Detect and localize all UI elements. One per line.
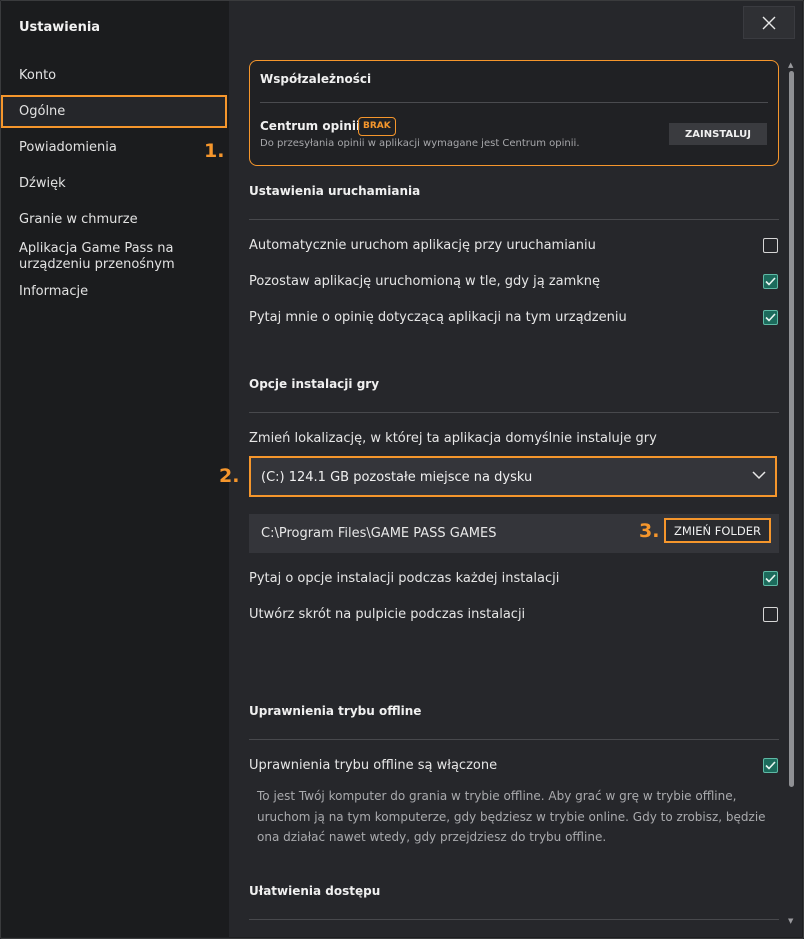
annotation-step-2: 2. xyxy=(219,465,240,487)
checkmark-icon xyxy=(765,574,776,583)
auto-start-checkbox[interactable] xyxy=(763,238,778,253)
scroll-down-arrow-icon[interactable]: ▼ xyxy=(788,917,794,925)
auto-start-label: Automatycznie uruchom aplikację przy uruchamianiu xyxy=(249,238,596,253)
ask-feedback-checkbox[interactable] xyxy=(763,310,778,325)
sidebar-item-ogolne[interactable]: Ogólne xyxy=(19,104,66,119)
sidebar-title: Ustawienia xyxy=(19,20,101,35)
dependencies-title: Współzależności xyxy=(260,72,372,86)
drive-selected-value: (C:) 124.1 GB pozostałe miejsce na dysku xyxy=(261,470,533,485)
dependency-description: Do przesyłania opinii w aplikacji wymagane jest Centrum opinii. xyxy=(260,138,580,149)
sidebar-item-konto[interactable]: Konto xyxy=(19,68,57,83)
offline-section-title: Uprawnienia trybu offline xyxy=(249,704,422,718)
desktop-shortcut-checkbox[interactable] xyxy=(763,607,778,622)
checkmark-icon xyxy=(765,277,776,286)
close-icon xyxy=(762,16,776,30)
checkmark-icon xyxy=(765,761,776,770)
startup-section-title: Ustawienia uruchamiania xyxy=(249,184,421,198)
offline-enabled-checkbox[interactable] xyxy=(763,758,778,773)
chevron-down-icon xyxy=(752,471,766,480)
accessibility-section-title: Ułatwienia dostępu xyxy=(249,884,381,898)
divider xyxy=(249,919,779,920)
sidebar-item-game-pass-mobile[interactable]: Aplikacja Game Pass na urządzeniu przenośnym xyxy=(19,241,175,272)
ask-feedback-label: Pytaj mnie o opinię dotyczącą aplikacji na tym urządzeniu xyxy=(249,310,627,325)
install-folder-path: C:\Program Files\GAME PASS GAMES xyxy=(261,526,497,541)
sidebar xyxy=(1,1,229,937)
sidebar-item-dzwiek[interactable]: Dźwięk xyxy=(19,176,66,191)
run-in-background-checkbox[interactable] xyxy=(763,274,778,289)
sidebar-item-granie-w-chmurze[interactable]: Granie w chmurze xyxy=(19,212,138,227)
run-in-background-label: Pozostaw aplikację uruchomioną w tle, gdy ją zamknę xyxy=(249,274,601,289)
ask-install-options-label: Pytaj o opcje instalacji podczas każdej instalacji xyxy=(249,571,560,586)
checkmark-icon xyxy=(765,313,776,322)
scroll-up-arrow-icon[interactable]: ▲ xyxy=(788,61,794,69)
ask-install-options-checkbox[interactable] xyxy=(763,571,778,586)
divider xyxy=(249,219,779,220)
sidebar-item-informacje[interactable]: Informacje xyxy=(19,284,89,299)
annotation-step-1: 1. xyxy=(204,140,225,162)
offline-description: To jest Twój komputer do grania w trybie offline. Aby grać w grę w trybie offline, uruchom ją na tym komputerze, gdy będziesz w trybie online. Gdy to zrobisz, będzie ona działać nawet wtedy, gdy przejdziesz do trybu offline. xyxy=(257,789,766,844)
annotation-step-3: 3. xyxy=(639,520,660,542)
drive-select-dropdown[interactable] xyxy=(249,456,777,497)
dependencies-card xyxy=(249,60,779,166)
offline-enabled-label: Uprawnienia trybu offline są włączone xyxy=(249,758,498,773)
status-badge: BRAK xyxy=(358,117,396,136)
install-location-label: Zmień lokalizację, w której ta aplikacja domyślnie instaluje gry xyxy=(249,431,657,446)
divider xyxy=(249,739,779,740)
desktop-shortcut-label: Utwórz skrót na pulpicie podczas instalacji xyxy=(249,607,526,622)
divider xyxy=(260,102,768,103)
sidebar-item-powiadomienia[interactable]: Powiadomienia xyxy=(19,140,117,155)
divider xyxy=(249,412,779,413)
dependency-name: Centrum opinii xyxy=(260,119,361,133)
close-button[interactable] xyxy=(743,6,795,39)
install-button[interactable]: ZAINSTALUJ xyxy=(669,123,767,145)
scrollbar-thumb[interactable] xyxy=(789,71,794,787)
install-section-title: Opcje instalacji gry xyxy=(249,377,380,391)
change-folder-button[interactable]: ZMIEŃ FOLDER xyxy=(664,518,771,543)
